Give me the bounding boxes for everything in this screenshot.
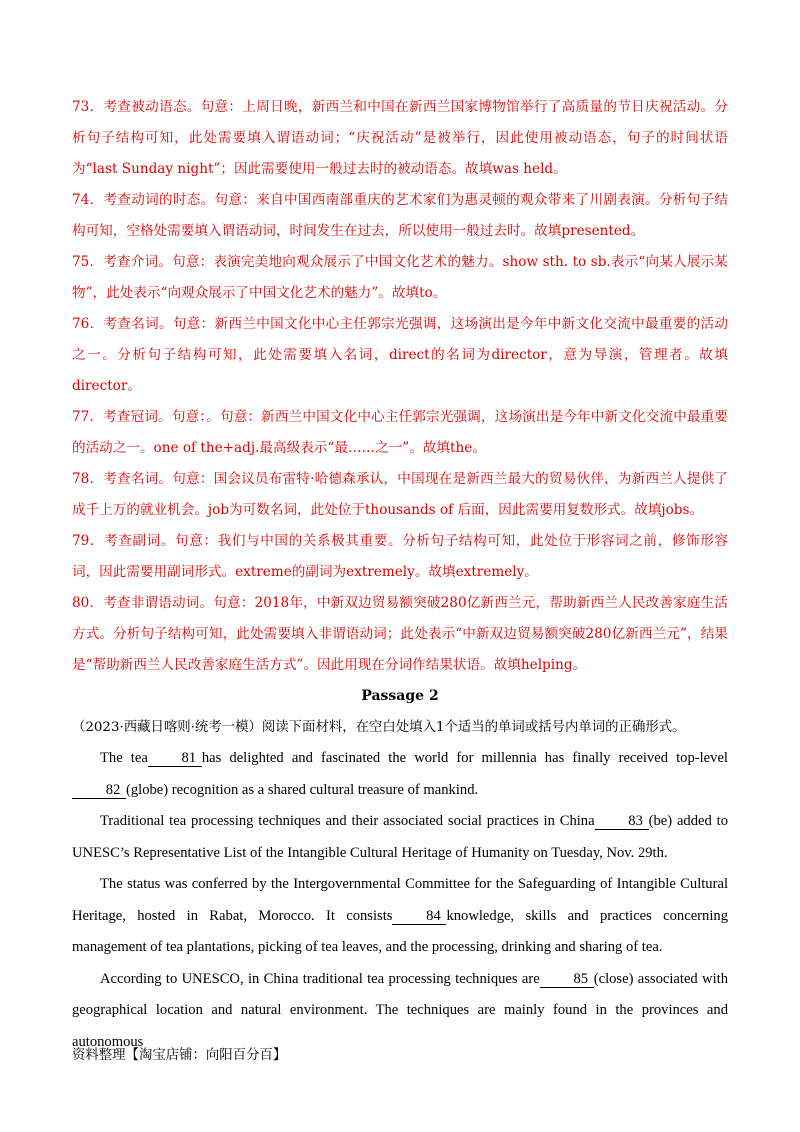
blank-82[interactable]: 82 (72, 782, 126, 799)
blank-85[interactable]: 85 (540, 971, 594, 988)
text-run: (globe) recognition as a shared cultural treasure of mankind. (126, 781, 479, 798)
text-run: According to UNESCO, in China traditional tea processing techniques are (100, 970, 540, 987)
blank-81[interactable]: 81 (148, 750, 202, 767)
explanation-75: 75．考查介词。句意：表演完美地向观众展示了中国文化艺术的魅力。show sth. to sb.表示“向某人展示某物”，此处表示“向观众展示了中国文化艺术的魅力”。故填to。 (72, 254, 728, 301)
explanation-77: 77．考查冠词。句意：。句意：新西兰中国文化中心主任郭宗光强调，这场演出是今年中新文化交流中最重要的活动之一。one of the+adj.最高级表示“最……之一”。故填the。 (72, 409, 728, 456)
explanation-80: 80．考查非谓语动词。句意：2018年，中新双边贸易额突破280亿新西兰元，帮助新西兰人民改善家庭生活方式。分析句子结构可知，此处需要填入非谓语动词；此处表示“中新双边贸易额突破280亿新西兰元”，结果是“帮助新西兰人民改善家庭生活方式”。因此用现在分词作结果状语。故填helping。 (72, 595, 728, 673)
blank-84[interactable]: 84 (392, 908, 446, 925)
passage-paragraph-1 (72, 743, 728, 806)
text-run: (close) associated with geographical location and natural environment. The techniques are mainly found in the provinces and autonomous (72, 970, 729, 1050)
explanation-76: 76．考查名词。句意：新西兰中国文化中心主任郭宗光强调，这场演出是今年中新文化交流中最重要的活动之一。分析句子结构可知，此处需要填入名词，direct的名词为director，意为导演，管理者。故填director。 (72, 316, 728, 394)
passage-paragraph-2 (72, 806, 728, 869)
text-run: The status was conferred by the Intergovernmental Committee for the Safeguarding of Intangible Cultural Heritage, hosted in Rabat, Morocco. It consists (72, 876, 728, 924)
text-run: (be) added to UNESC’s Representative List of the Intangible Cultural Heritage of Humanity on Tuesday, Nov. 29th. (72, 813, 728, 861)
text-run: Traditional tea processing techniques and their associated social practices in China (100, 813, 595, 829)
passage-intro: （2023·西藏日喀则·统考一模）阅读下面材料，在空白处填入1个适当的单词或括号内单词的正确形式。 (72, 720, 686, 735)
text-run: The tea (100, 750, 148, 766)
passage-title: Passage 2 (361, 688, 439, 704)
document-page (72, 92, 728, 1058)
blank-83[interactable]: 83 (595, 813, 649, 830)
explanation-79: 79．考查副词。句意：我们与中国的关系极其重要。分析句子结构可知，此处位于形容词之前，修饰形容词，因此需要用副词形式。extreme的副词为extremely。故填extremely。 (72, 533, 728, 580)
text-run: knowledge, skills and practices concerning management of tea plantations, picking of tea leaves, and the processing, drinking and sharing of tea. (72, 907, 728, 955)
page-footer: 资料整理【淘宝店铺：向阳百分百】 (72, 1048, 287, 1063)
passage-paragraph-3 (72, 869, 728, 964)
text-run: has delighted and fascinated the world for millennia has finally received top-level (201, 750, 728, 766)
explanation-74: 74．考查动词的时态。句意：来自中国西南部重庆的艺术家们为惠灵顿的观众带来了川剧表演。分析句子结构可知，空格处需要填入谓语动词，时间发生在过去，所以使用一般过去时。故填presented。 (72, 192, 728, 239)
explanation-78: 78．考查名词。句意：国会议员布雷特·哈德森承认，中国现在是新西兰最大的贸易伙伴，为新西兰人提供了成千上万的就业机会。job为可数名词，此处位于thousands of 后面，因此需要用复数形式。故填jobs。 (72, 471, 728, 518)
explanation-73: 73．考查被动语态。句意：上周日晚，新西兰和中国在新西兰国家博物馆举行了高质量的节日庆祝活动。分析句子结构可知，此处需要填入谓语动词；“庆祝活动”是被举行，因此使用被动语态，句子的时间状语为“last Sunday night”；因此需要使用一般过去时的被动语态。故填was held。 (72, 99, 728, 177)
